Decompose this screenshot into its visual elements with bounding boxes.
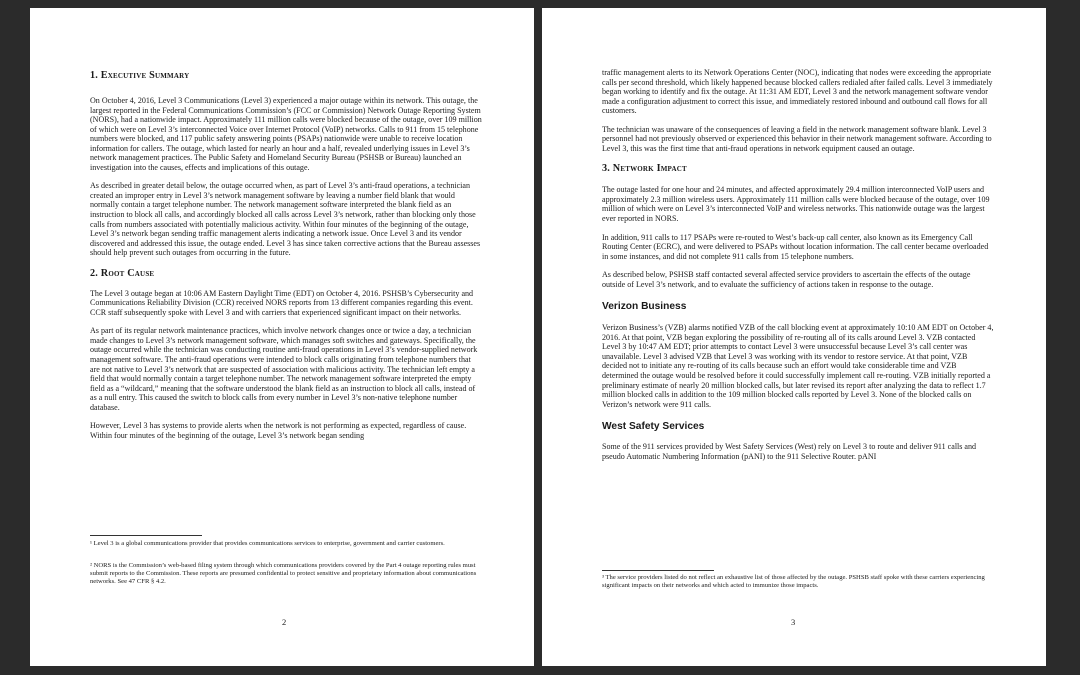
- footnote-2: ² NORS is the Commission’s web-based filing system through which communications providers covered by the Part 4 outage reporting rules must submit reports to the Commission. These reports are presumed confidential to protect sensitive and proprietary information about communications networks. See 47 CFR § 4.2.: [90, 562, 477, 585]
- paragraph: Verizon Business’s (VZB) alarms notified VZB of the call blocking event at approximately 10:10 AM EDT on October 4, 2016. At that point, VZB began exploring the possibility of re-routing all of its calls around Level 3. VZB contacted Level 3 by 10:47 AM EDT; prior attempts to contact Level 3 were unsuccessful because Level 3’s call center was unavailable. Level 3 advised VZB that Level 3 was working with its vendor to restore service. At that point, VZB decided not to initiate any re-routing of its calls because such an effort would take considerable time and VZB determined the outage would be resolved before it could successfully implement call re-routing. VZB initially reported a preliminary estimate of nearly 20 million blocked calls, but later revised its report after analyzing the data to reflect 1.7 million blocked calls in addition to the 109 million blocked calls reported by Level 3. None of the blocked calls on Verizon’s network were 911 calls.: [602, 323, 994, 409]
- section-heading-executive-summary: 1. Executive Summary: [90, 70, 190, 81]
- footnote-divider: [602, 570, 714, 571]
- paragraph: The technician was unaware of the consequences of leaving a field in the network management software blank. Level 3 personnel had not previously observed or experienced this behavior in their network management software. According to Level 3, this was the first time that anti-fraud operations in network equipment caused an outage.: [602, 124, 992, 153]
- section-heading-root-cause: 2. Root Cause: [90, 267, 155, 279]
- page-number: 2: [282, 617, 287, 627]
- page-number: 3: [791, 617, 796, 627]
- section-heading-network-impact: 3. Network Impact: [602, 163, 687, 175]
- paragraph: The outage lasted for one hour and 24 minutes, and affected approximately 29.4 million interconnected VoIP users and approximately 2.3 million wireless users. Approximately 111 million calls were blocked because of the outage, over 109 million of which were on Level 3’s interconnected VoIP and wireless networks. This nationwide outage was the largest ever reported in NORS.: [602, 185, 990, 224]
- footnote-divider: [90, 535, 202, 536]
- paragraph: As described below, PSHSB staff contacted several affected service providers to ascertain the effects of the outage outside of Level 3’s network, and to evaluate the sufficiency of actions taken in response to the outage.: [602, 270, 971, 289]
- paragraph: traffic management alerts to its Network Operations Center (NOC), indicating that nodes were exceeding the appropriate calls per second threshold, which likely happened because blocked callers redialed after failed calls. Level 3 immediately began working to identify and fix the outage. At 11:31 AM EDT, Level 3 and the network management software vendor made a configuration adjustment to correct this issue, and immediately restored inbound and outbound call flows for all customers.: [602, 68, 993, 116]
- page-3-body: [602, 68, 994, 461]
- subheading-verizon-business: Verizon Business: [602, 301, 687, 313]
- footnote-3: ³ The service providers listed do not reflect an exhaustive list of those affected by the outage. PSHSB staff spoke with these carriers experiencing significant impacts on their networks and which acted to immunize those impacts.: [602, 574, 985, 589]
- paragraph: On October 4, 2016, Level 3 Communications (Level 3) experienced a major outage within its network. This outage, the largest reported in the Federal Communications Commission’s (FCC or Commission) Network Outage Reporting System (NORS), had a nationwide impact. Approximately 111 million calls were blocked because of the outage, over 109 million of which were on Level 3’s interconnected Voice over Internet Protocol (VoIP) networks. Calls to 911 from 15 telephone numbers were blocked, and 117 public safety answering points (PSAPs) nationwide were unable to receive location information for callers. The outage, which lasted for nearly an hour and a half, revealed underlying issues in Level 3’s network management practices. The Public Safety and Homeland Security Bureau (PSHSB or Bureau) launched an investigation into the causes, effects and implications of this outage.: [90, 96, 482, 172]
- paragraph: Some of the 911 services provided by West Safety Services (West) rely on Level 3 to route and deliver 911 calls and pseudo Automatic Numbering Information (pANI) to the 911 Selective Router. pANI: [602, 442, 977, 461]
- subheading-west-safety-services: West Safety Services: [602, 421, 705, 433]
- footnote-1: ¹ Level 3 is a global communications provider that provides communications services to enterprise, government and carrier customers.: [90, 540, 445, 547]
- page-2-body: [90, 70, 482, 440]
- paragraph: In addition, 911 calls to 117 PSAPs were re-routed to West’s back-up call center, also known as its Emergency Call Routing Center (ECRC), and were delivered to PSAPs without location information. The call center became overloaded in some instances, and did not complete 911 calls from 15 telephone numbers.: [602, 232, 989, 261]
- paragraph: However, Level 3 has systems to provide alerts when the network is not performing as expected, regardless of cause. Within four minutes of the beginning of the outage, Level 3’s network began sending: [90, 421, 467, 440]
- paragraph: As described in greater detail below, the outage occurred when, as part of Level 3’s anti-fraud operations, a technician created an improper entry in Level 3’s network management software by leaving a number field blank that would normally contain a target telephone number. The network management software interpreted the blank field as an instruction to block all calls, and accordingly blocked all calls across Level 3’s network, rather than blocking only those calls from numbers associated with potentially malicious activity. Within four minutes of the beginning of the outage, Level 3’s network began sending traffic management alerts indicating a network issue. Once Level 3 and its vendor discovered and addressed this issue, the outage ended. Level 3 has since taken corrective actions that the Bureau assesses should help prevent such outages from occurring in the future.: [90, 181, 481, 258]
- document-page-2: [30, 8, 534, 666]
- paragraph: The Level 3 outage began at 10:06 AM Eastern Daylight Time (EDT) on October 4, 2016. PSHSB’s Cybersecurity and Communications Reliability Division (CCR) received NORS reports from 13 different companies regarding this event. CCR staff subsequently spoke with Level 3 and with carriers that experienced significant impact on their networks.: [90, 288, 474, 317]
- document-page-3: [542, 8, 1046, 666]
- paragraph: As part of its regular network maintenance practices, which involve network changes once or twice a day, a technician made changes to Level 3’s network management software, which manages soft switches and gateways. Specifically, the outage occurred while the technician was conducting routine anti-fraud operations in Level 3’s vendor-supplied network management software. The anti-fraud operations were intended to block calls originating from telephone numbers that are not native to Level 3’s network that are suspected of association with malicious activity. The technician left empty a field that would normally contain a target telephone number. The network management software interpreted the empty field as a “wildcard,” meaning that the software understood the blank field as an instruction to block all calls, instead of as a null entry. This caused the switch to block calls from every number in Level 3’s non-native telephone number database.: [90, 326, 478, 412]
